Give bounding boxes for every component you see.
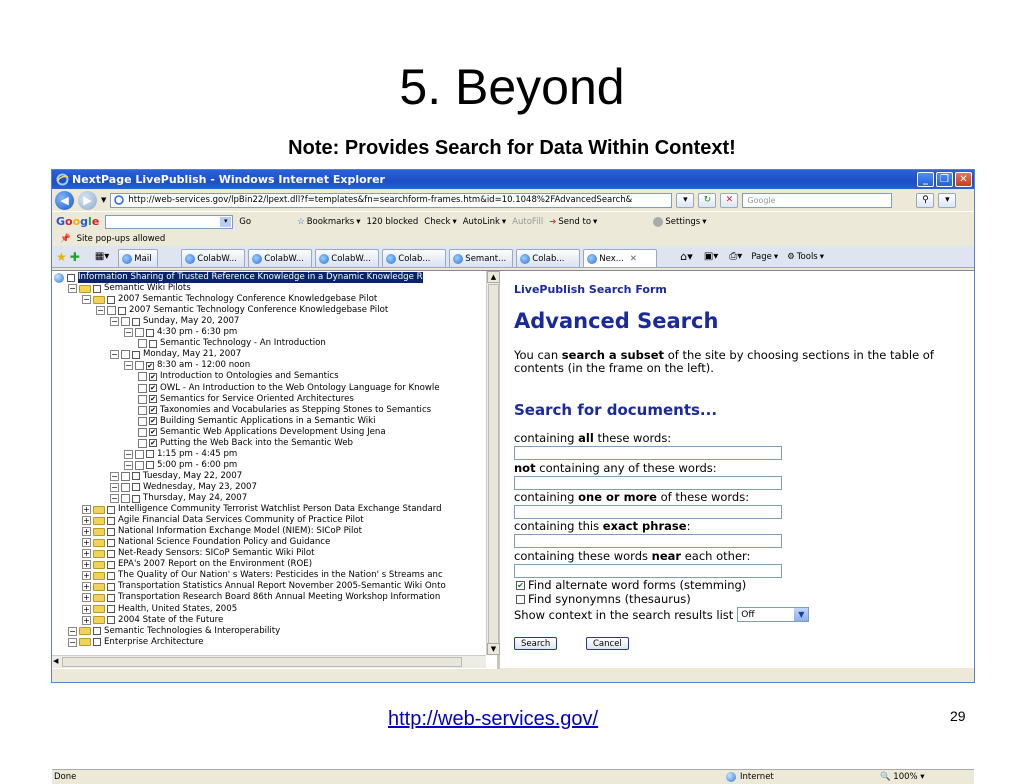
toc-checkbox[interactable]: ✔: [150, 406, 156, 415]
checkbox-checked-icon[interactable]: ✔: [517, 580, 524, 590]
toc-item[interactable]: [138, 427, 386, 438]
close-button[interactable]: ✕: [955, 172, 972, 187]
document-icon: [107, 306, 116, 315]
status-bar: [52, 769, 974, 784]
toc-item-label: OWL - An Introduction to the Web Ontology Language for Knowle: [160, 382, 440, 393]
toc-item[interactable]: [138, 416, 376, 427]
near-words-input[interactable]: [514, 564, 782, 578]
tab-colabw-3[interactable]: ColabW...: [315, 249, 379, 267]
expand-toggle-icon[interactable]: +: [83, 582, 90, 592]
document-icon: [138, 384, 147, 393]
slide-subtitle: Note: Provides Search for Data Within Context!: [288, 137, 736, 159]
toc-item[interactable]: [96, 305, 388, 316]
toc-checkbox[interactable]: [107, 572, 115, 580]
ie-tab-icon: [453, 254, 463, 264]
folder-icon: [93, 583, 105, 591]
print-icon[interactable]: ⎙▾: [729, 251, 743, 262]
expand-toggle-icon[interactable]: −: [125, 449, 132, 459]
popup-info-bar[interactable]: [52, 231, 974, 246]
field-label-phrase: containing this exact phrase:: [514, 519, 691, 533]
toc-checkbox[interactable]: [146, 450, 154, 458]
toc-item[interactable]: [124, 460, 237, 471]
ie-logo-icon: [56, 173, 69, 186]
globe-icon: [54, 273, 64, 283]
folder-icon: [79, 638, 91, 646]
toc-item[interactable]: [82, 537, 330, 548]
toc-checkbox[interactable]: [107, 506, 115, 514]
search-form-frame: [514, 271, 974, 669]
folder-icon: [93, 528, 105, 536]
expand-toggle-icon[interactable]: −: [111, 317, 118, 327]
address-bar-row: [52, 189, 974, 211]
toc-item[interactable]: [124, 449, 237, 460]
document-icon: [135, 450, 144, 459]
toc-item-label: EPA's 2007 Report on the Environment (ROE): [118, 559, 313, 570]
hscroll-thumb[interactable]: [62, 657, 462, 667]
document-icon: [138, 417, 147, 426]
google-go-button[interactable]: Go: [239, 216, 252, 227]
toc-checkbox[interactable]: [132, 472, 140, 480]
toc-item-label: National Science Foundation Policy and Guidance: [118, 537, 331, 548]
toc-item-label: Semantic Technologies & Interoperability: [104, 625, 281, 636]
folder-icon: [93, 594, 105, 602]
toc-item-label: Agile Financial Data Services Community of Practice Pilot: [118, 515, 364, 526]
google-bookmarks-button[interactable]: ☆ Bookmarks ▾: [297, 216, 361, 227]
field-label-not: not containing any of these words:: [514, 461, 717, 475]
expand-toggle-icon[interactable]: +: [83, 538, 90, 548]
toc-checkbox[interactable]: [107, 583, 115, 591]
toc-item[interactable]: [54, 272, 423, 283]
toc-item-label: 1:15 pm - 4:45 pm: [157, 448, 238, 459]
toc-item[interactable]: [110, 471, 242, 482]
expand-toggle-icon[interactable]: +: [83, 615, 90, 625]
expand-toggle-icon[interactable]: +: [83, 549, 90, 559]
toc-checkbox[interactable]: [132, 483, 140, 491]
toc-item-label: Semantic Technology - An Introduction: [160, 338, 326, 349]
toc-checkbox[interactable]: [132, 318, 140, 326]
tab-semant[interactable]: Semant...: [449, 249, 513, 267]
ie-tab-icon: [319, 254, 329, 264]
expand-toggle-icon[interactable]: −: [125, 361, 132, 371]
stop-button[interactable]: ✕: [720, 193, 738, 208]
folder-icon: [93, 616, 105, 624]
folder-icon: [93, 296, 105, 304]
tools-menu[interactable]: ⚙ Tools ▾: [787, 251, 825, 262]
toc-item-label: Monday, May 21, 2007: [143, 349, 242, 360]
tab-mail[interactable]: Mail: [118, 249, 158, 267]
stemming-checkbox[interactable]: ✔ Find alternate word forms (stemming): [517, 578, 747, 592]
google-logo: Google: [56, 215, 100, 228]
search-go-button[interactable]: ⚲: [916, 193, 934, 208]
toc-item[interactable]: [82, 504, 442, 515]
document-icon: [121, 494, 130, 503]
toc-item-label: Net-Ready Sensors: SICoP Semantic Wiki Pilot: [118, 548, 315, 559]
toc-item-label: Intelligence Community Terrorist Watchlist Person Data Exchange Standard: [118, 504, 442, 515]
tab-nextpage[interactable]: Nex... ✕: [583, 249, 657, 267]
document-icon: [138, 395, 147, 404]
toc-item[interactable]: [138, 438, 353, 449]
search-input[interactable]: Google: [742, 193, 892, 208]
popup-info-text: Site pop-ups allowed: [76, 233, 166, 244]
toc-checkbox[interactable]: [107, 616, 115, 624]
expand-toggle-icon[interactable]: +: [83, 571, 90, 581]
toc-item[interactable]: [110, 493, 247, 504]
toc-checkbox[interactable]: ✔: [150, 372, 156, 381]
scroll-down-icon[interactable]: ▼: [487, 643, 500, 655]
minimize-button[interactable]: _: [917, 172, 934, 187]
expand-toggle-icon[interactable]: −: [111, 471, 118, 481]
toc-frame: [52, 271, 500, 669]
document-icon: [138, 439, 147, 448]
toc-item[interactable]: [82, 570, 443, 581]
chevron-down-icon[interactable]: ▼: [794, 608, 808, 621]
toc-checkbox[interactable]: ✔: [147, 361, 153, 370]
toc-checkbox[interactable]: [107, 605, 115, 613]
autolink-button[interactable]: AutoLink ▾: [462, 216, 507, 227]
document-icon: [121, 350, 130, 359]
history-dropdown-icon[interactable]: ▼: [101, 196, 107, 204]
slide-link[interactable]: http://web-services.gov/: [388, 708, 599, 730]
not-words-input[interactable]: [514, 476, 782, 490]
toc-item[interactable]: [82, 604, 237, 615]
document-icon: [121, 472, 130, 481]
expand-toggle-icon[interactable]: −: [111, 494, 118, 503]
search-button[interactable]: Search: [514, 637, 557, 650]
form-title: Advanced Search: [514, 309, 719, 333]
toc-checkbox[interactable]: [132, 495, 140, 503]
toc-item-label: Enterprise Architecture: [104, 636, 204, 647]
slide-title: 5. Beyond: [399, 59, 625, 115]
show-context-label: Show context in the search results list: [514, 607, 734, 622]
folder-icon: [79, 627, 91, 635]
any-words-input[interactable]: [514, 505, 782, 519]
ie-tab-icon: [122, 254, 132, 264]
tab-colab-2[interactable]: Colab...: [516, 249, 580, 267]
security-zone[interactable]: Internet: [726, 772, 876, 782]
refresh-button[interactable]: ↻: [698, 193, 716, 208]
toc-checkbox[interactable]: [132, 351, 140, 359]
scroll-up-icon[interactable]: ▲: [487, 271, 500, 283]
context-select[interactable]: Off ▼: [737, 607, 809, 622]
toc-item-label: The Quality of Our Nation' s Waters: Pesticides in the Nation' s Streams anc: [118, 570, 443, 581]
toc-item[interactable]: [138, 405, 431, 416]
toc-item-label: Semantics for Service Oriented Architectures: [160, 393, 354, 404]
forward-button[interactable]: ▶: [78, 191, 97, 210]
checkbox-empty-icon[interactable]: [516, 595, 525, 604]
document-icon: [138, 428, 147, 437]
toc-item-label: Putting the Web Back into the Semantic Web: [160, 437, 353, 448]
toc-item[interactable]: [110, 349, 241, 360]
all-words-input[interactable]: [514, 446, 782, 460]
expand-toggle-icon[interactable]: +: [83, 593, 90, 603]
gear-icon: ⚙: [787, 251, 795, 262]
toc-checkbox[interactable]: [107, 528, 115, 536]
toc-item[interactable]: [68, 626, 280, 637]
ie-tab-icon: [185, 254, 195, 264]
ie-tab-icon: [587, 254, 597, 264]
google-toolbar: [52, 211, 974, 231]
ie-tab-icon: [520, 254, 530, 264]
toc-item[interactable]: [82, 515, 364, 526]
tab-bar: [52, 246, 974, 268]
page-icon: [114, 195, 124, 205]
toc-item-label: Information Sharing of Trusted Reference Knowledge in a Dynamic Knowledge R: [78, 272, 423, 282]
document-icon: [138, 372, 147, 381]
toc-checkbox[interactable]: [93, 285, 101, 293]
toc-item-label: 5:00 pm - 6:00 pm: [157, 459, 238, 470]
toc-checkbox[interactable]: [146, 329, 154, 337]
toc-item[interactable]: [138, 338, 326, 349]
address-input[interactable]: [110, 193, 672, 208]
toc-item-label: Transportation Research Board 86th Annual Meeting Workshop Information: [118, 592, 441, 603]
tab-colabw-1[interactable]: ColabW...: [181, 249, 245, 267]
field-label-any: containing one or more of these words:: [514, 490, 750, 504]
toc-item-label: 4:30 pm - 6:30 pm: [157, 327, 238, 338]
toc-checkbox[interactable]: ✔: [150, 439, 156, 448]
expand-toggle-icon[interactable]: −: [69, 284, 76, 294]
toc-item[interactable]: [110, 316, 239, 327]
expand-toggle-icon[interactable]: +: [83, 560, 90, 570]
google-search-input[interactable]: ▾: [105, 215, 233, 229]
field-label-all: containing all these words:: [514, 431, 672, 445]
toc-item-label: Wednesday, May 23, 2007: [143, 481, 257, 492]
send-to-button[interactable]: ➔ Send to ▾: [549, 216, 598, 227]
toc-item-label: Taxonomies and Vocabularies as Stepping Stones to Semantics: [160, 404, 432, 415]
toc-item-label: Semantic Web Applications Development Using Jena: [160, 426, 386, 437]
toc-checkbox[interactable]: [93, 627, 101, 635]
document-icon: [121, 483, 130, 492]
document-icon: [135, 328, 144, 337]
document-icon: [138, 406, 147, 415]
toc-item-label: Transportation Statistics Annual Report November 2005-Semantic Wiki Onto: [118, 581, 446, 592]
toc-item-label: National Information Exchange Model (NIEM): SICoP Pilot: [118, 526, 362, 537]
expand-toggle-icon[interactable]: +: [83, 516, 90, 526]
expand-toggle-icon[interactable]: +: [83, 604, 90, 614]
toc-item-label: Introduction to Ontologies and Semantics: [160, 371, 339, 382]
expand-toggle-icon[interactable]: +: [83, 505, 90, 515]
document-icon: [121, 317, 130, 326]
toc-item[interactable]: [68, 283, 191, 294]
window-titlebar: [52, 170, 974, 189]
toc-item-label: Health, United States, 2005: [118, 603, 238, 614]
toc-item-label: 2007 Semantic Technology Conference Knowledgebase Pilot: [118, 294, 378, 305]
toc-item-label: Sunday, May 20, 2007: [143, 316, 240, 327]
ie-tab-icon: [386, 254, 396, 264]
feeds-icon[interactable]: ▣▾: [703, 251, 719, 262]
window-title: NextPage LivePublish - Windows Internet Explorer: [72, 173, 385, 186]
toc-checkbox[interactable]: [146, 461, 154, 469]
expand-toggle-icon[interactable]: −: [125, 328, 132, 338]
add-favorites-icon[interactable]: ✚: [69, 249, 80, 264]
expand-toggle-icon[interactable]: −: [125, 460, 132, 470]
document-icon: [138, 339, 147, 348]
toc-horizontal-scrollbar[interactable]: [52, 655, 486, 668]
toc-checkbox[interactable]: [107, 517, 115, 525]
address-dropdown-button[interactable]: ▾: [676, 193, 694, 208]
toc-item[interactable]: [82, 526, 362, 537]
quick-tabs-icon[interactable]: ▦▾: [94, 251, 110, 262]
toc-tree: [52, 271, 486, 651]
document-icon: [135, 461, 144, 470]
toc-item[interactable]: [110, 482, 257, 493]
toc-item[interactable]: [82, 615, 223, 626]
form-section-title: Search for documents...: [514, 401, 718, 419]
toc-item[interactable]: [82, 592, 440, 603]
toc-checkbox[interactable]: [93, 638, 101, 646]
toc-item[interactable]: [82, 548, 315, 559]
restore-button[interactable]: ❐: [936, 172, 953, 187]
autofill-button[interactable]: AutoFill: [512, 216, 544, 227]
spellcheck-button[interactable]: Check ▾: [424, 216, 457, 227]
toc-checkbox[interactable]: [118, 307, 126, 315]
expand-toggle-icon[interactable]: −: [69, 626, 76, 636]
folder-icon: [93, 550, 105, 558]
expand-toggle-icon[interactable]: −: [97, 306, 104, 316]
home-icon[interactable]: ⌂▾: [680, 250, 693, 263]
toc-item[interactable]: [138, 383, 440, 394]
back-button[interactable]: ◀: [55, 191, 74, 210]
expand-toggle-icon[interactable]: −: [111, 350, 118, 360]
toc-checkbox[interactable]: [107, 594, 115, 602]
cancel-button[interactable]: Cancel: [586, 637, 629, 650]
form-header: LivePublish Search Form: [514, 283, 667, 296]
folder-icon: [79, 285, 91, 293]
expand-toggle-icon[interactable]: +: [83, 527, 90, 537]
globe-icon: [726, 772, 736, 782]
toc-item-label: 2007 Semantic Technology Conference Knowledgebase Pilot: [129, 305, 389, 316]
scroll-thumb[interactable]: [488, 284, 499, 644]
toc-vertical-scrollbar[interactable]: [486, 271, 499, 655]
document-icon: [135, 361, 144, 370]
show-context-row: [514, 607, 809, 622]
toc-checkbox[interactable]: [107, 296, 115, 304]
toc-item[interactable]: [82, 581, 446, 592]
folder-icon: [93, 572, 105, 580]
toc-checkbox[interactable]: ✔: [150, 384, 156, 392]
toc-checkbox[interactable]: [149, 340, 157, 348]
toc-checkbox[interactable]: [67, 274, 75, 282]
expand-toggle-icon[interactable]: −: [69, 637, 76, 647]
status-text: Done: [54, 772, 77, 782]
settings-button[interactable]: Settings ▾: [653, 217, 706, 227]
toc-item-label: Tuesday, May 22, 2007: [143, 470, 243, 481]
scroll-left-icon[interactable]: ◀: [53, 657, 59, 665]
toc-checkbox[interactable]: [107, 539, 115, 547]
toc-item[interactable]: [124, 360, 250, 371]
page-menu[interactable]: Page ▾: [751, 251, 779, 262]
toc-item[interactable]: [124, 327, 237, 338]
search-options-button[interactable]: ▾: [938, 193, 956, 208]
tab-colabw-2[interactable]: ColabW...: [248, 249, 312, 267]
address-text: http://web-services.gov/lpBin22/lpext.dll?f=templates&fn=searchform-frames.htm&id=10.1048%2FAdvancedSearch&: [128, 195, 633, 205]
toc-checkbox[interactable]: [107, 550, 115, 558]
exact-phrase-input[interactable]: [514, 534, 782, 548]
toc-item-label: Thursday, May 24, 2007: [143, 493, 248, 503]
pin-icon: 📌: [60, 233, 71, 244]
popup-blocked-button[interactable]: 120 blocked: [366, 216, 419, 227]
ie-tab-icon: [252, 254, 262, 264]
toc-checkbox[interactable]: ✔: [150, 417, 156, 426]
folder-icon: [93, 605, 105, 613]
toc-item-label: 8:30 am - 12:00 noon: [157, 360, 251, 371]
toc-item[interactable]: [82, 559, 312, 570]
close-tab-icon[interactable]: ✕: [629, 253, 637, 264]
toc-item[interactable]: [138, 394, 354, 405]
toc-item[interactable]: [138, 371, 339, 382]
zoom-level[interactable]: 🔍 100% ▾: [880, 772, 925, 782]
synonyms-checkbox[interactable]: Find synonymns (thesaurus): [516, 592, 691, 606]
expand-toggle-icon[interactable]: −: [111, 482, 118, 492]
tab-colab-1[interactable]: Colab...: [382, 249, 446, 267]
toc-checkbox[interactable]: ✔: [150, 428, 156, 437]
folder-icon: [93, 539, 105, 547]
folder-icon: [93, 517, 105, 525]
toc-checkbox[interactable]: [107, 561, 115, 569]
toc-item-label: Semantic Wiki Pilots: [104, 283, 191, 294]
expand-toggle-icon[interactable]: −: [83, 295, 90, 305]
toc-item-label: 2004 State of the Future: [118, 614, 224, 625]
toc-checkbox[interactable]: ✔: [150, 395, 156, 404]
toc-item[interactable]: [68, 637, 204, 648]
folder-icon: [93, 561, 105, 569]
form-intro: You can search a subset of the site by choosing sections in the table of contents (in the frame on the left).: [514, 348, 934, 375]
slide-page-number: 29: [950, 708, 966, 724]
toc-item[interactable]: [82, 294, 377, 305]
folder-icon: [93, 506, 105, 514]
field-label-near: containing these words near each other:: [514, 549, 751, 563]
favorites-star-icon[interactable]: ★: [56, 249, 67, 264]
toc-item-label: Building Semantic Applications in a Semantic Wiki: [160, 415, 376, 426]
